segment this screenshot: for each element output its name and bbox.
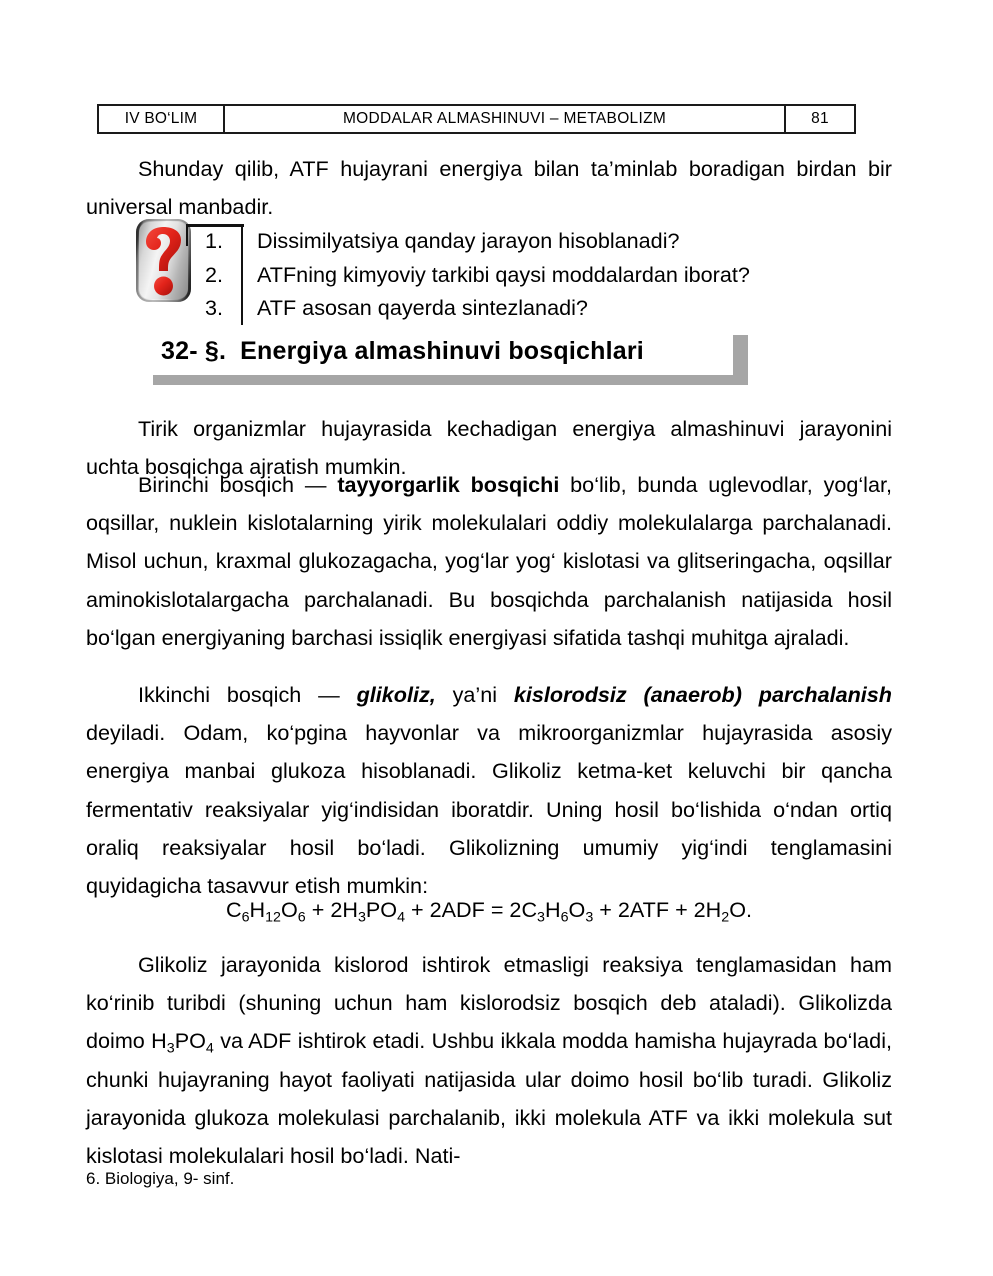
heading-box <box>145 327 733 375</box>
p4-lead: Glikoliz jarayonida kislorod ishtirok etmasligi reaksiya tenglamasidan ham ko‘rinib turibdi (shuning uchun ham kislorodsiz bosqich deb ataladi). Glikolizda doimo <box>86 952 892 1054</box>
eq-sub: 3 <box>537 909 545 926</box>
eq-sub: 6 <box>560 909 569 926</box>
formula-sub: 4 <box>205 1040 214 1057</box>
question-number: 2. <box>205 261 224 287</box>
heading-number: 32- §. <box>161 336 227 365</box>
body-paragraph-2 <box>86 466 892 657</box>
header-section-label: IV BO‘LIM <box>97 104 225 134</box>
page-footer: 6. Biologiya, 9- sinf. <box>86 1169 235 1188</box>
p2-rest: bo‘lib, bunda uglevodlar, yog‘lar, oqsillar, nuklein kislotalarning yirik molekulalari oddiy molekulalarga parchalanadi. Misol uchun, kraxmal glukozagacha, yog‘lar yog‘ kislotasi va glitseringacha, oqsillar aminokislotalargacha parchalanadi. Bu bosqichda parchalanish natijasida hosil bo‘lgan energiyaning barchasi issiqlik energiyasi sifatida tashqi muhitga ajraladi. <box>86 472 892 650</box>
chemical-equation <box>86 893 892 927</box>
eq-sub: 12 <box>265 909 281 926</box>
eq-part: O <box>280 897 298 922</box>
eq-op: + 2ADF = 2C <box>405 897 538 922</box>
eq-op: + 2H <box>305 897 358 922</box>
eq-sub: 4 <box>397 909 406 926</box>
p3-lead: Ikkinchi bosqich — <box>138 682 357 707</box>
eq-sub: 3 <box>357 909 366 926</box>
page-title: Energiya almashinuvi bosqichlari <box>240 336 644 365</box>
p3-rest: deyiladi. Odam, ko‘pgina hayvonlar va mikroorganizmlar hujayrasida asosiy energiya manbai glukoza hisoblanadi. Glikoliz ketma-ket keluvchi bir qancha fermentativ reaksiyalar yig‘indisidan iboratdir. Uning hosil bo‘lishida o‘ndan ortiq oraliq reaksiyalar hosil bo‘ladi. Glikolizning umumiy yig‘indi tenglamasini quyidagicha tasavvur etish mumkin: <box>86 720 892 899</box>
p2-lead: Birinchi bosqich — <box>138 472 338 497</box>
list-item: Dissimilyatsiya qanday jarayon hisoblanadi? <box>257 228 680 253</box>
intro-paragraph: Shunday qilib, ATF hujayrani energiya bilan ta’minlab boradigan birdan bir universal manbadir. <box>86 156 892 220</box>
p3-term-glikoliz: glikoliz, <box>356 682 436 707</box>
question-numbers <box>205 224 243 325</box>
inline-formula-h3po4 <box>151 1028 214 1057</box>
question-number: 3. <box>205 295 224 320</box>
p2-bold-term: tayyorgarlik bosqichi <box>337 472 560 497</box>
list-item: ATF asosan qayerda sintezlanadi? <box>257 295 588 320</box>
formula-sub: 3 <box>166 1040 175 1057</box>
eq-part: O. <box>729 897 753 922</box>
eq-part: O <box>568 897 586 922</box>
eq-part: H <box>249 897 266 922</box>
eq-sub: 6 <box>241 909 250 926</box>
question-mark-glyph <box>136 219 191 302</box>
p3-mid: ya’ni <box>435 682 514 707</box>
formula-base: PO <box>174 1028 206 1054</box>
eq-sub: 3 <box>585 909 594 926</box>
list-item: ATFning kimyoviy tarkibi qaysi moddalardan iborat? <box>257 261 750 287</box>
body-paragraph-3 <box>86 676 892 905</box>
header-page-number: 81 <box>784 104 856 134</box>
section-heading <box>145 327 740 383</box>
eq-sub: 2 <box>721 909 730 926</box>
formula-base: H <box>151 1028 167 1054</box>
body-paragraph-4 <box>86 946 892 1175</box>
eq-part: C <box>225 897 242 922</box>
eq-part: H <box>544 897 561 922</box>
eq-sub: 6 <box>297 909 306 926</box>
running-header <box>97 104 856 134</box>
question-number: 1. <box>205 228 224 253</box>
eq-op: + 2ATF + 2H <box>593 897 722 922</box>
question-mark-icon <box>136 219 191 302</box>
body-paragraph-1: Tirik organizmlar hujayrasida kechadigan energiya almashinuvi jarayonini uchta bosqichga ajratish mumkin. <box>86 416 892 480</box>
p3-term-anaerob: kislorodsiz (anaerob) parchalanish <box>513 682 892 707</box>
question-list <box>257 224 897 325</box>
eq-part: PO <box>365 897 398 922</box>
p4-rest: va ADF ishtirok etadi. Ushbu ikkala modda hamisha hujayrada bo‘ladi, chunki hujayraning hayot faoliyati natijasida ular doimo hosil bo‘lib turadi. Glikoliz jarayonida glukoza molekulasi parchalanib, ikki molekula ATF va ikki molekula sut kislotasi molekulalari hosil bo‘ladi. Nati- <box>86 1028 892 1169</box>
header-running-title: MODDALAR ALMASHINUVI – METABOLIZM <box>223 104 786 134</box>
